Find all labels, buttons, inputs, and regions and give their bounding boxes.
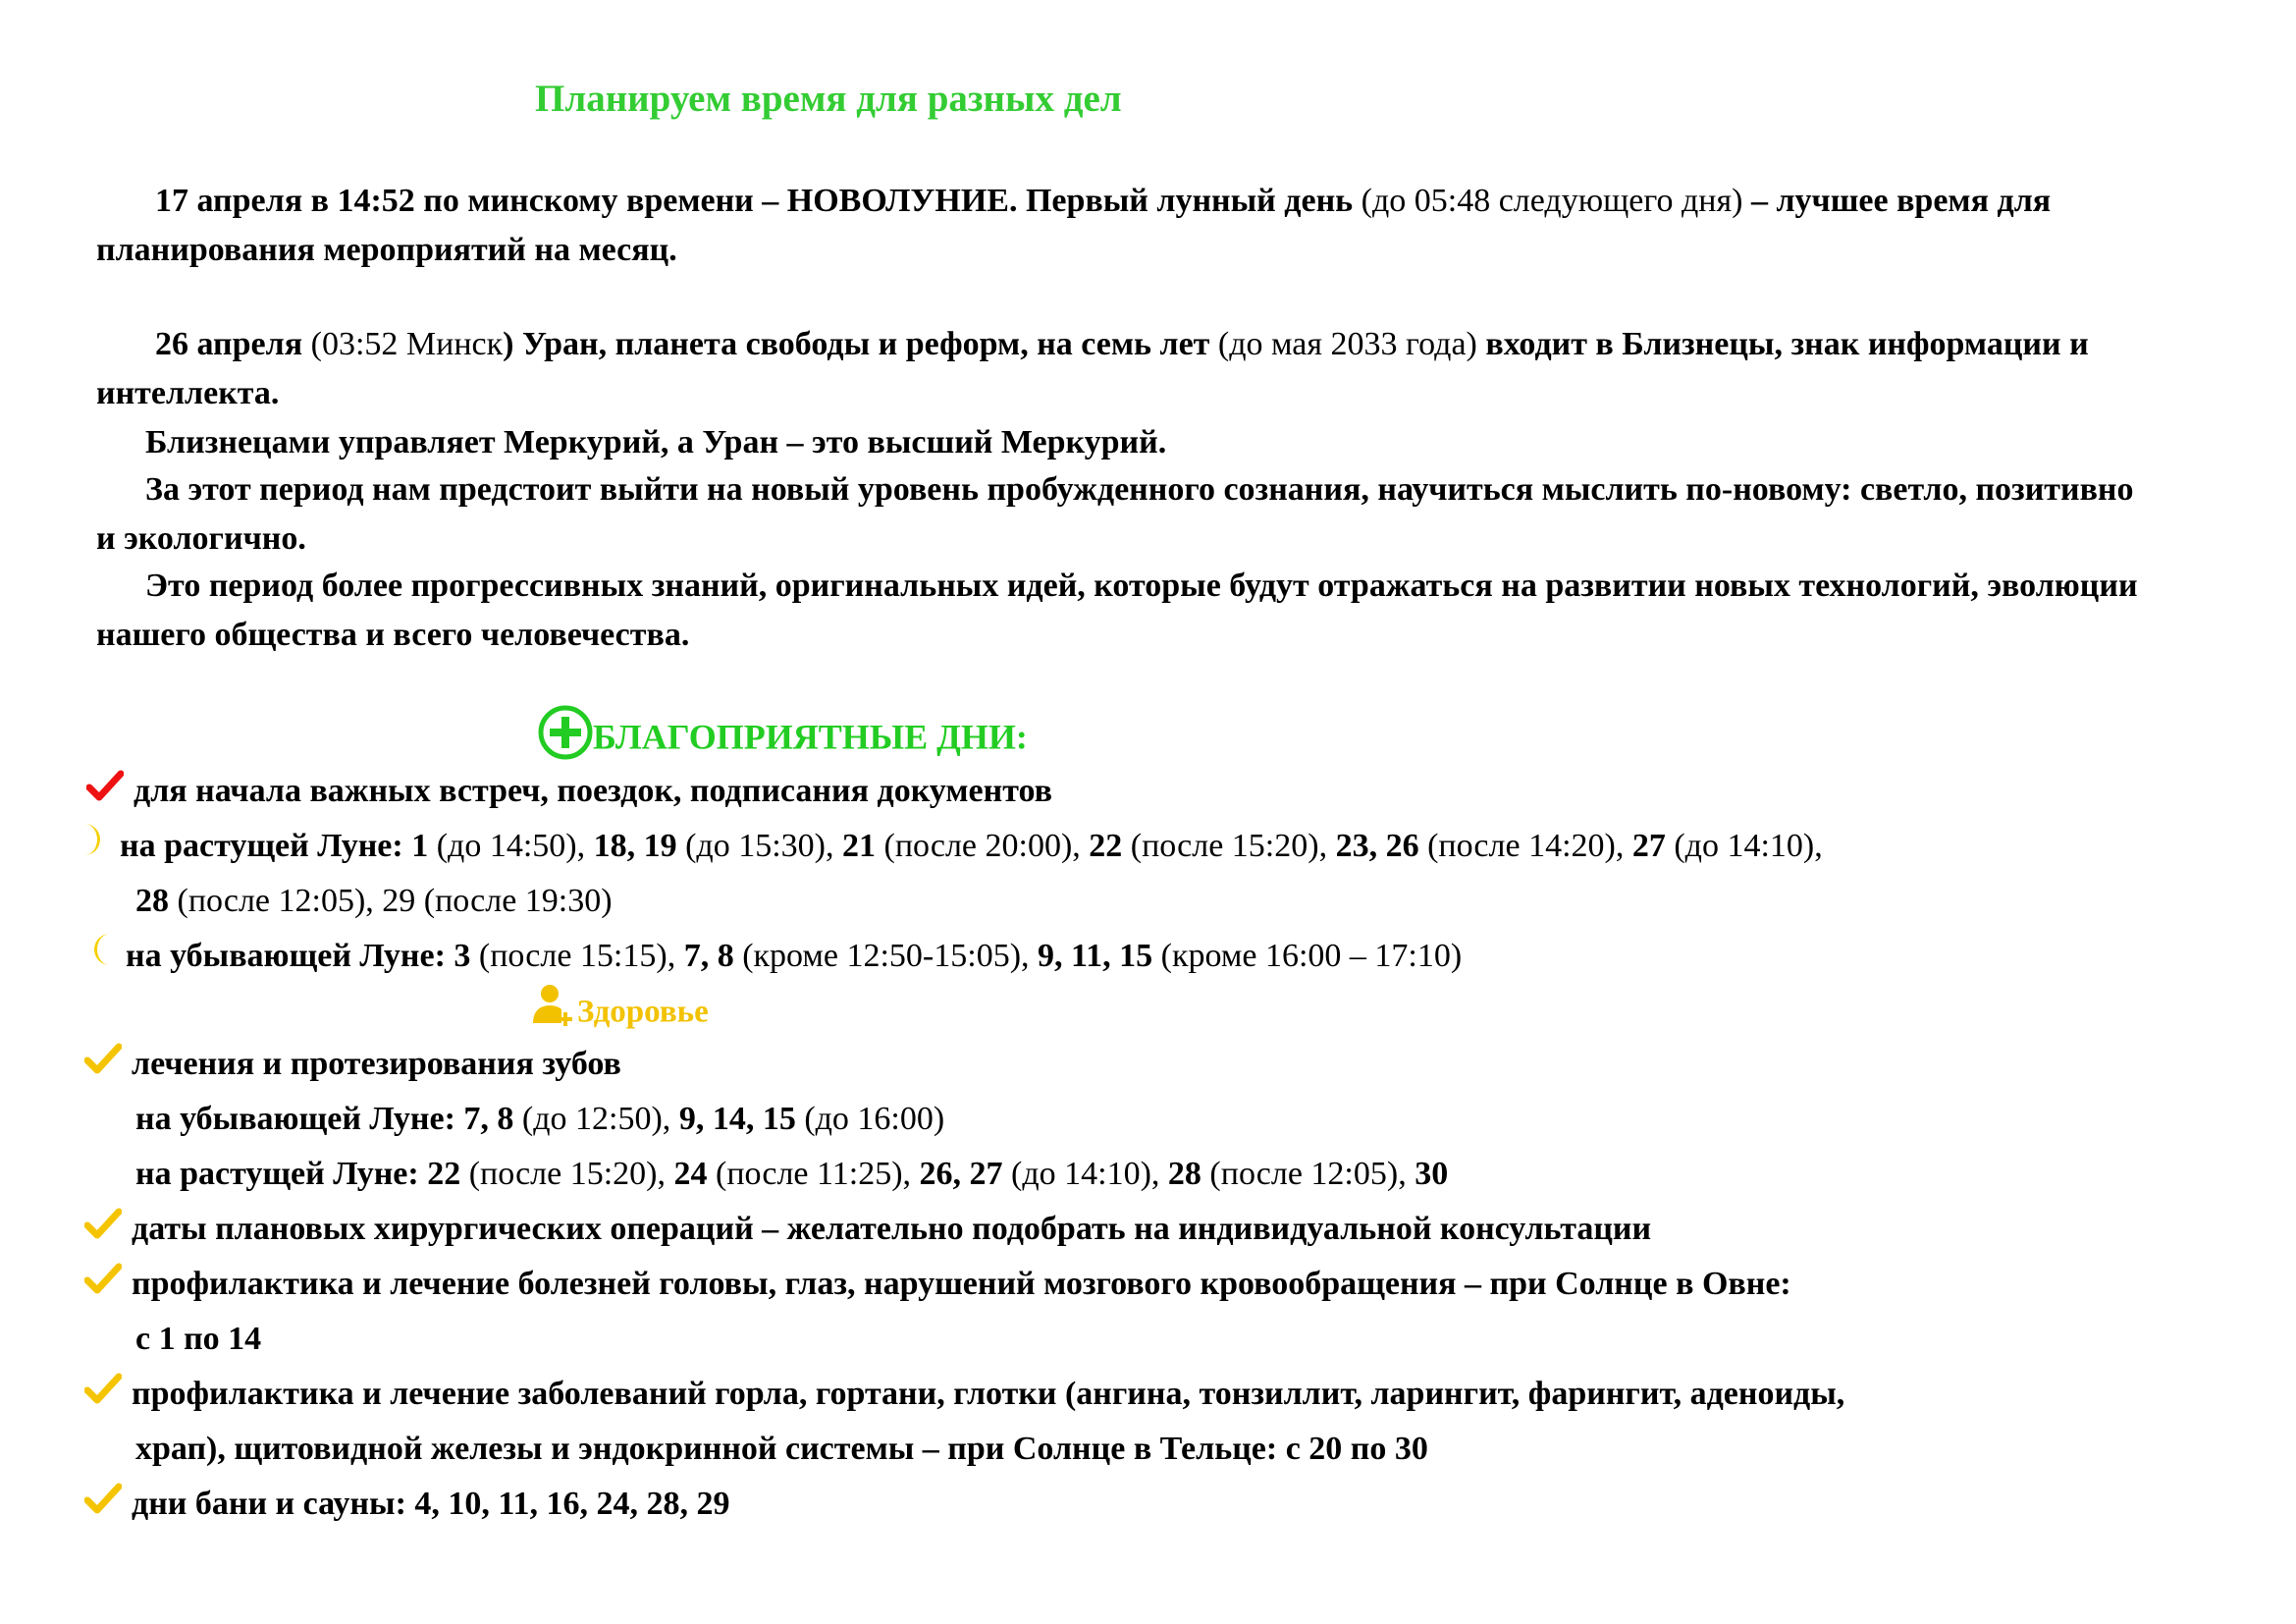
teeth-note: (после 12:05), bbox=[1209, 1156, 1407, 1192]
throat-health-item bbox=[84, 1367, 1844, 1424]
surgery-text: даты плановых хирургических операций – желательно подобрать на индивидуальной консультации bbox=[132, 1211, 1652, 1247]
progress-paragraph bbox=[96, 562, 2148, 660]
growing-day: 28 bbox=[135, 883, 169, 919]
teeth-note: (после 11:25), bbox=[716, 1156, 912, 1192]
uranus-gemini-text: входит в Близнецы, знак информации и интеллекта. bbox=[96, 326, 2089, 411]
head-health-dates bbox=[135, 1312, 261, 1367]
teeth-day: 26, 27 bbox=[919, 1156, 1003, 1192]
new-moon-planning-text: – лучшее время для планирования мероприятий на месяц. bbox=[96, 183, 2052, 268]
waning-note: (после 15:15), bbox=[478, 938, 676, 974]
page-title: Планируем время для разных дел bbox=[535, 78, 1122, 120]
teeth-note: (до 14:10), bbox=[1011, 1156, 1160, 1192]
waning-moon-label: на убывающей Луне: bbox=[126, 938, 446, 974]
sauna-text: дни бани и сауны: 4, 10, 11, 16, 24, 28, 29 bbox=[132, 1486, 730, 1522]
uranus-time-text: (03:52 Минск bbox=[310, 326, 504, 362]
teeth-note: (до 12:50), bbox=[521, 1101, 671, 1137]
meetings-item bbox=[86, 764, 1052, 821]
head-health-item bbox=[84, 1257, 1791, 1314]
health-heading-text: Здоровье bbox=[577, 994, 709, 1030]
growing-moon-label: на растущей Луне: bbox=[120, 828, 403, 864]
waning-note: (кроме 12:50-15:05), bbox=[742, 938, 1030, 974]
waning-day: 3 bbox=[454, 938, 471, 974]
teeth-day: 9, 14, 15 bbox=[678, 1101, 796, 1137]
growing-day: 23, 26 bbox=[1335, 828, 1419, 864]
uranus-planet-text: ) Уран, планета свободы и реформ, на семь лет bbox=[503, 326, 1210, 362]
consciousness-text: За этот период нам предстоит выйти на новый уровень пробужденного сознания, научиться мыслить по-новому: светло, позитивно и экологично. bbox=[96, 471, 2134, 557]
yellow-check-icon bbox=[84, 1479, 122, 1534]
teeth-day: 24 bbox=[673, 1156, 708, 1192]
sauna-item bbox=[84, 1477, 730, 1534]
new-moon-until-text: (до 05:48 следующего дня) bbox=[1361, 183, 1743, 219]
teeth-waning-line bbox=[135, 1092, 944, 1147]
teeth-note: (после 15:20), bbox=[468, 1156, 666, 1192]
teeth-growing-label: на растущей Луне: bbox=[135, 1156, 419, 1192]
mercury-paragraph bbox=[96, 418, 2148, 467]
throat-health-continued bbox=[135, 1422, 1428, 1477]
growing-note: (после 12:05), 29 (после 19:30) bbox=[177, 883, 613, 919]
yellow-check-icon bbox=[84, 1039, 122, 1094]
teeth-note: (до 16:00) bbox=[804, 1101, 945, 1137]
waning-note: (кроме 16:00 – 17:10) bbox=[1160, 938, 1463, 974]
throat-health-text: профилактика и лечение заболеваний горла, гортани, глотки (ангина, тонзиллит, ларингит, фарингит, аденоиды, bbox=[132, 1376, 1845, 1412]
head-health-dates-text: с 1 по 14 bbox=[135, 1321, 262, 1357]
growing-day: 27 bbox=[1631, 828, 1666, 864]
growing-note: (после 14:20), bbox=[1427, 828, 1625, 864]
teeth-day: 28 bbox=[1167, 1156, 1201, 1192]
new-moon-date-text: 17 апреля в 14:52 по минскому времени – НОВОЛУНИЕ. Первый лунный день bbox=[155, 183, 1354, 219]
consciousness-paragraph bbox=[96, 465, 2148, 564]
growing-note: (после 20:00), bbox=[883, 828, 1081, 864]
red-check-icon bbox=[86, 766, 124, 821]
waning-day: 7, 8 bbox=[683, 938, 734, 974]
growing-note: (до 14:10), bbox=[1674, 828, 1823, 864]
growing-note: (после 15:20), bbox=[1130, 828, 1328, 864]
growing-day: 21 bbox=[842, 828, 876, 864]
mercury-text: Близнецами управляет Меркурий, а Уран – это высший Меркурий. bbox=[145, 424, 1167, 460]
waning-moon-item bbox=[84, 929, 1462, 986]
favorable-days-heading-text: БЛАГОПРИЯТНЫЕ ДНИ: bbox=[593, 717, 1028, 757]
head-health-text: профилактика и лечение болезней головы, глаз, нарушений мозгового кровообращения – при Солнце в Овне: bbox=[132, 1266, 1791, 1302]
growing-moon-item bbox=[79, 819, 1823, 876]
new-moon-paragraph bbox=[96, 177, 2148, 275]
uranus-paragraph bbox=[96, 320, 2148, 418]
yellow-check-icon bbox=[84, 1369, 122, 1424]
growing-note: (до 14:50), bbox=[436, 828, 586, 864]
growing-day: 18, 19 bbox=[593, 828, 677, 864]
teeth-day: : 7, 8 bbox=[444, 1101, 514, 1137]
teeth-day: 30 bbox=[1415, 1156, 1449, 1192]
teeth-item bbox=[84, 1037, 621, 1094]
teeth-waning-label: на убывающей Луне bbox=[135, 1101, 445, 1137]
waning-moon-icon bbox=[84, 931, 116, 986]
yellow-check-icon bbox=[84, 1259, 122, 1314]
yellow-check-icon bbox=[84, 1204, 122, 1259]
teeth-title: лечения и протезирования зубов bbox=[132, 1046, 621, 1082]
waxing-moon-icon bbox=[79, 821, 110, 876]
meetings-text: для начала важных встреч, поездок, подписания документов bbox=[133, 773, 1052, 809]
growing-note: (до 15:30), bbox=[685, 828, 834, 864]
uranus-until-text: (до мая 2033 года) bbox=[1217, 326, 1477, 362]
surgery-item bbox=[84, 1202, 1651, 1259]
throat-health-text-continued: храп), щитовидной железы и эндокринной системы – при Солнце в Тельце: с 20 по 30 bbox=[135, 1431, 1428, 1467]
growing-day: 22 bbox=[1089, 828, 1123, 864]
teeth-growing-line bbox=[135, 1147, 1448, 1202]
teeth-day: 22 bbox=[427, 1156, 461, 1192]
growing-moon-item-continued bbox=[135, 874, 613, 929]
waning-day: 9, 11, 15 bbox=[1038, 938, 1153, 974]
uranus-date-text: 26 апреля bbox=[155, 326, 303, 362]
growing-day: 1 bbox=[411, 828, 429, 864]
progress-text: Это период более прогрессивных знаний, оригинальных идей, которые будут отражаться на развитии новых технологий, эволюции нашего общества и всего человечества. bbox=[96, 568, 2138, 653]
